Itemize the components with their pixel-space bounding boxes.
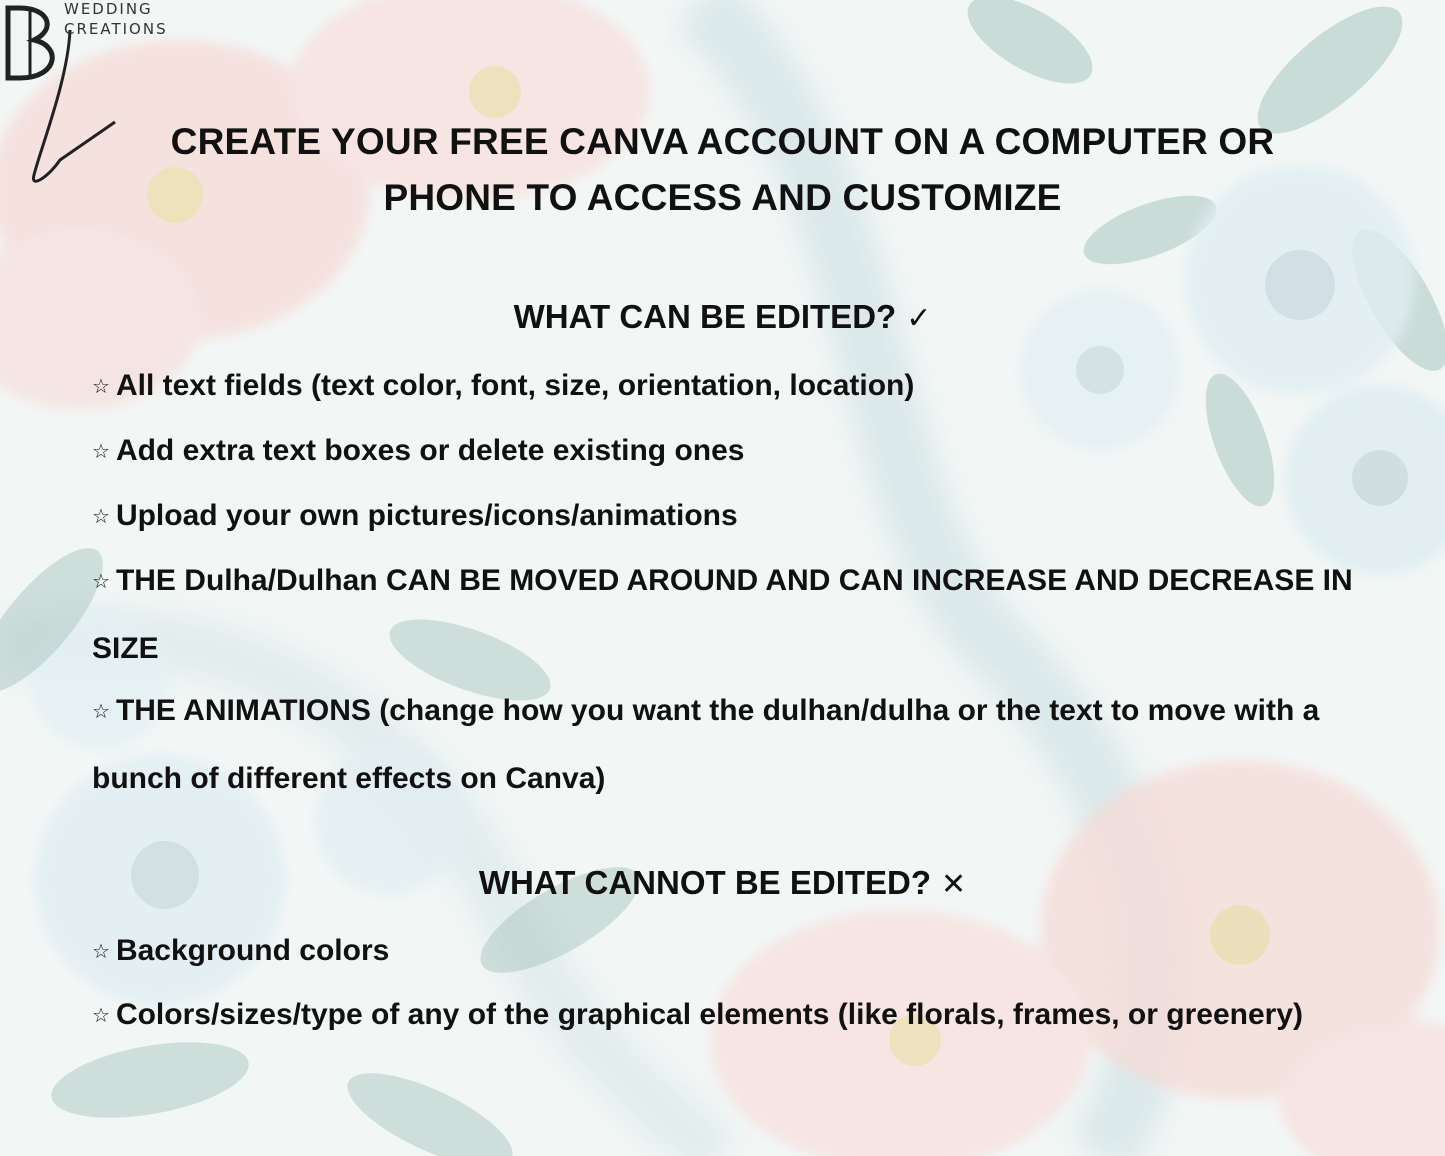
editable-item: ☆ Upload your own pictures/icons/animations bbox=[92, 499, 738, 532]
page-title bbox=[40, 114, 1405, 226]
star-icon: ☆ bbox=[92, 1003, 110, 1027]
star-icon: ☆ bbox=[92, 939, 110, 963]
not-editable-item: ☆ Background colors bbox=[92, 934, 390, 967]
title-line-2: PHONE TO ACCESS AND CUSTOMIZE bbox=[383, 177, 1062, 218]
cross-icon: ✕ bbox=[941, 867, 967, 902]
star-icon: ☆ bbox=[92, 699, 110, 723]
star-icon: ☆ bbox=[92, 569, 110, 593]
editable-heading bbox=[0, 298, 1445, 336]
not-editable-heading bbox=[0, 864, 1445, 902]
logo-line-1: WEDDING bbox=[64, 0, 153, 18]
star-icon: ☆ bbox=[92, 374, 110, 398]
not-editable-item: ☆ Colors/sizes/type of any of the graphical elements (like florals, frames, or greenery) bbox=[92, 998, 1303, 1031]
star-icon: ☆ bbox=[92, 439, 110, 463]
editable-item: ☆ Add extra text boxes or delete existing ones bbox=[92, 434, 745, 467]
editable-item: ☆ THE ANIMATIONS (change how you want the dulhan/dulha or the text to move with a bunch of different effects on Canva) bbox=[92, 694, 1320, 795]
check-icon: ✓ bbox=[906, 301, 932, 336]
editable-item: ☆ THE Dulha/Dulhan CAN BE MOVED AROUND AND CAN INCREASE AND DECREASE IN SIZE bbox=[92, 564, 1353, 665]
editable-item: ☆ All text fields (text color, font, size, orientation, location) bbox=[92, 369, 915, 402]
star-icon: ☆ bbox=[92, 504, 110, 528]
title-line-1: CREATE YOUR FREE CANVA ACCOUNT ON A COMPUTER OR bbox=[170, 121, 1275, 162]
editable-heading-text: WHAT CAN BE EDITED? bbox=[513, 298, 897, 335]
not-editable-heading-text: WHAT CANNOT BE EDITED? bbox=[478, 864, 932, 901]
logo-line-2: CREATIONS bbox=[64, 20, 168, 38]
